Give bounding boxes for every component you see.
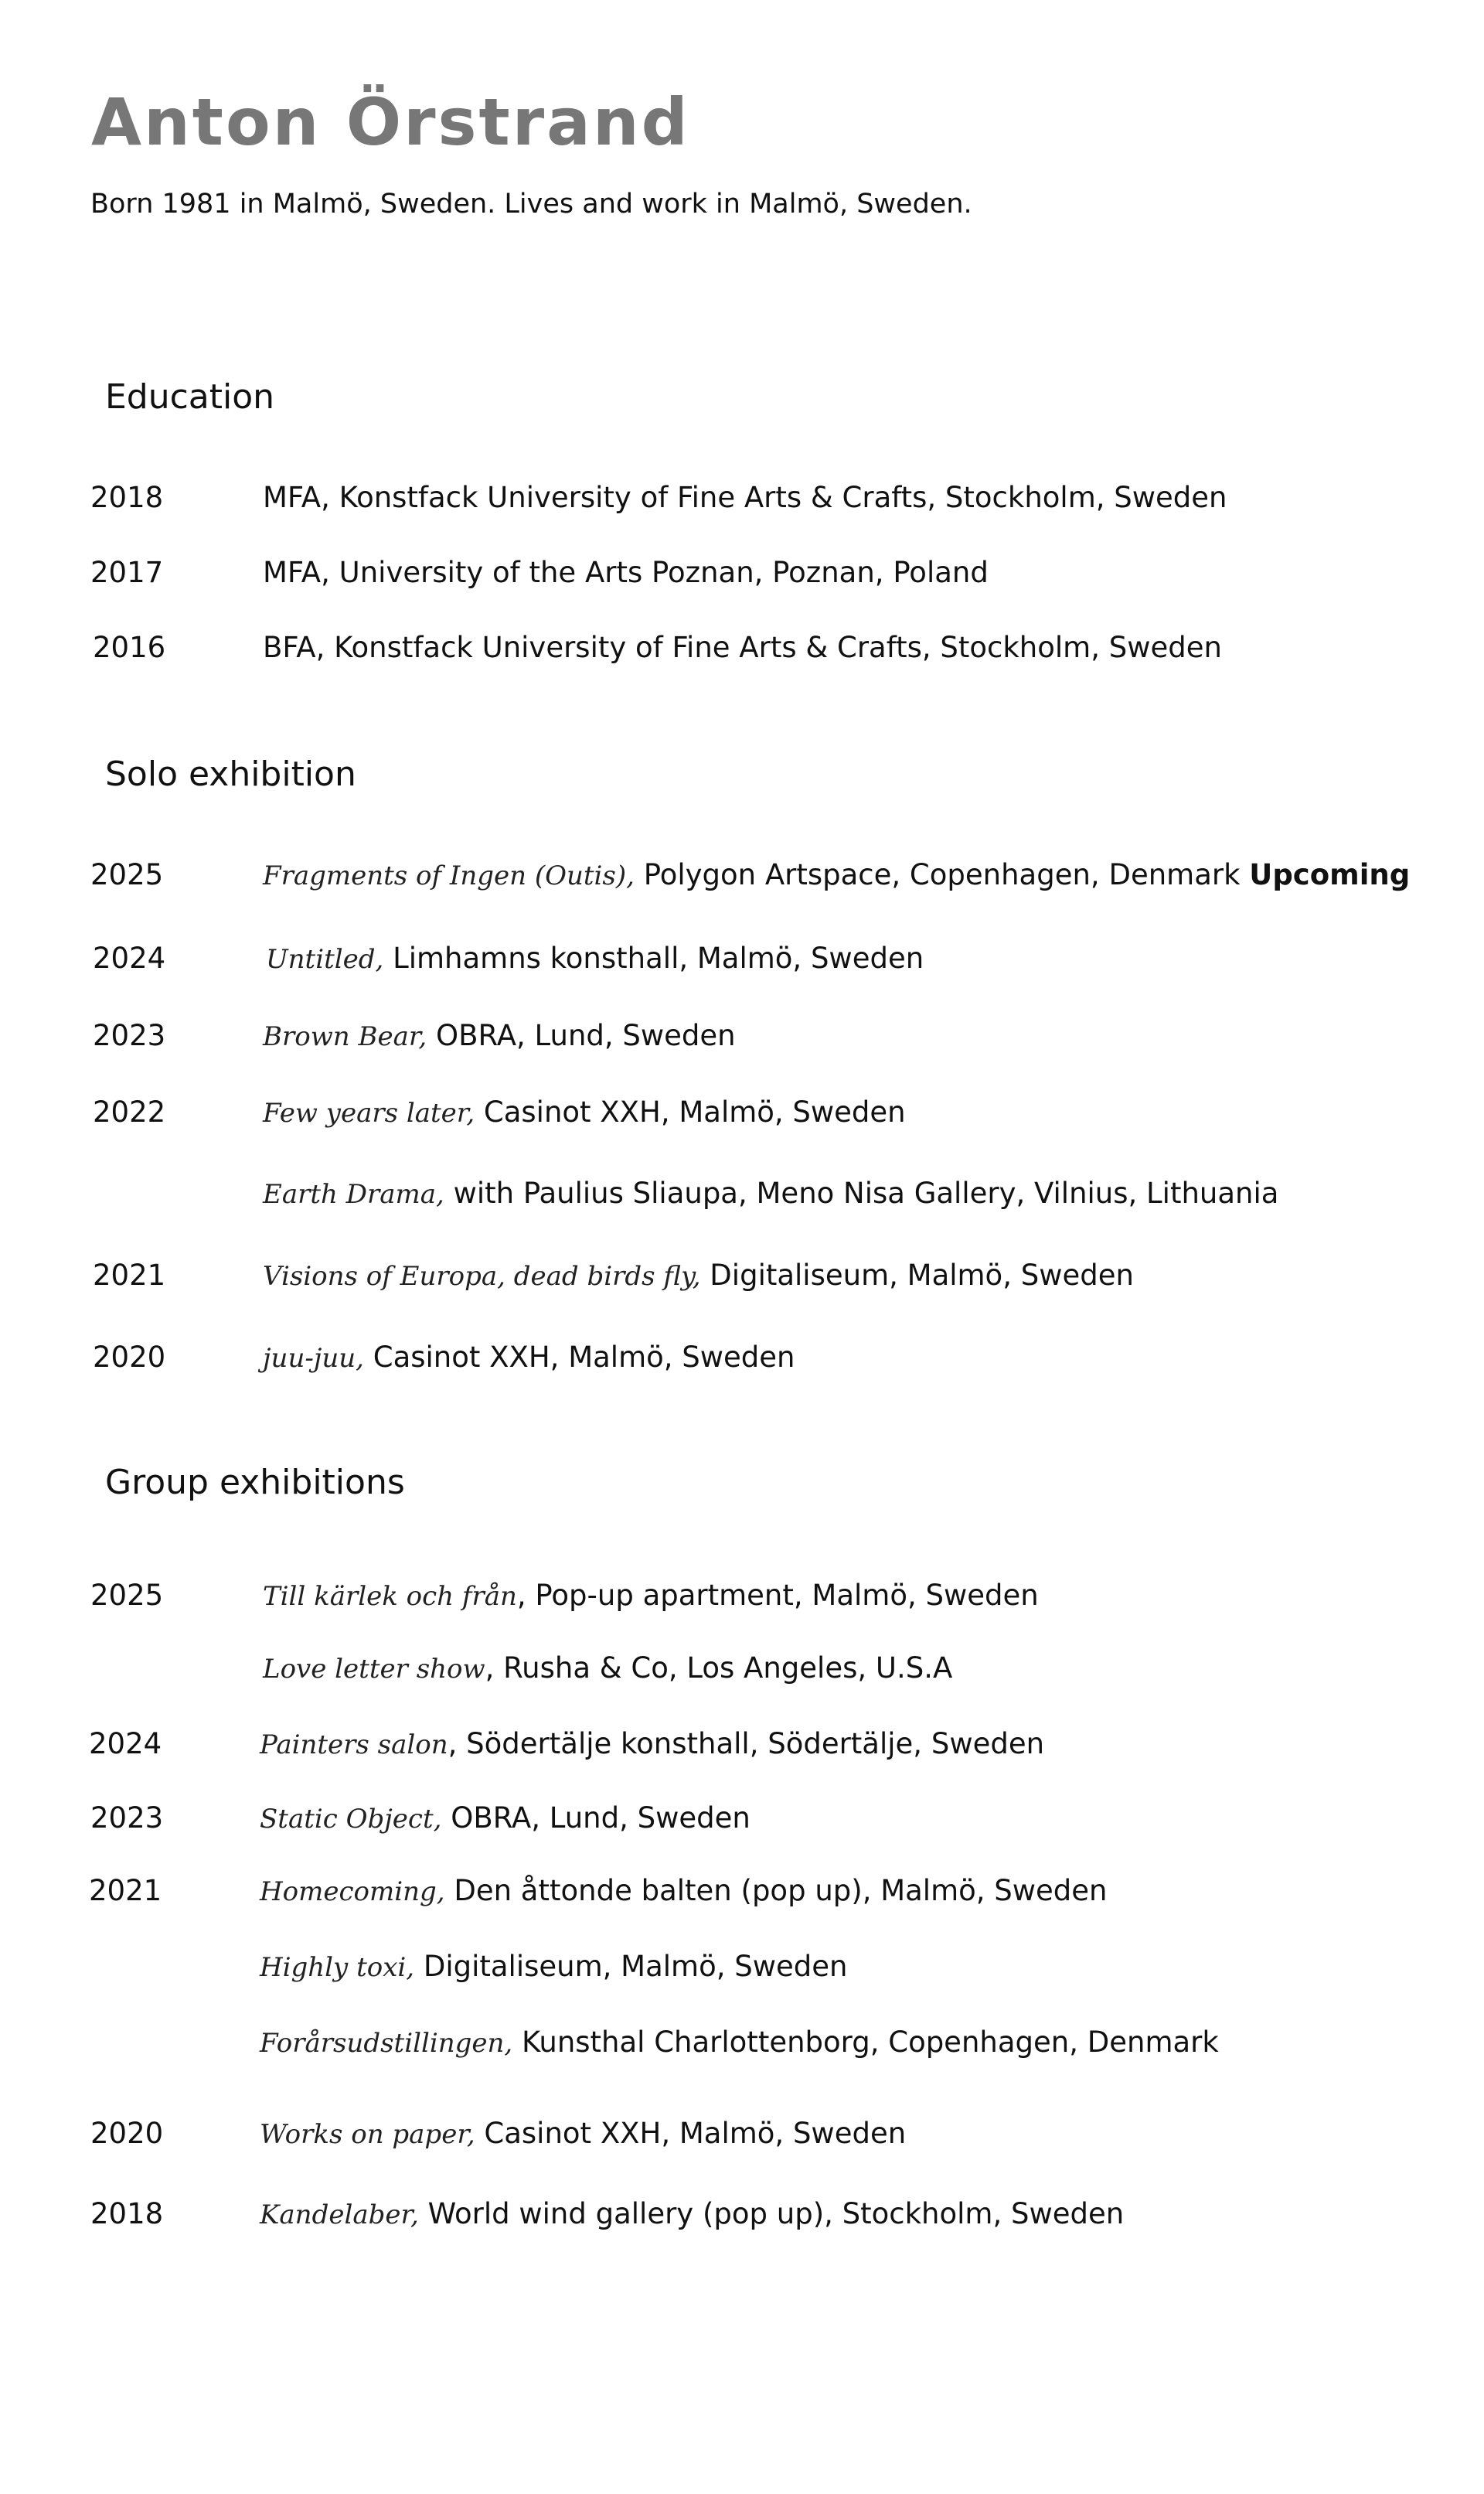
solo-entry: [263, 1095, 906, 1129]
group-entry: [260, 2026, 1219, 2060]
exhibition-title: Earth Drama,: [263, 1179, 444, 1210]
artist-bio: Born 1981 in Malmö, Sweden. Lives and work in Malmö, Sweden.: [90, 189, 972, 220]
group-year: 2018: [90, 2197, 164, 2230]
exhibition-details: World wind gallery (pop up), Stockholm, Sweden: [418, 2197, 1125, 2230]
education-year: 2017: [90, 556, 164, 589]
solo-year: 2024: [93, 942, 166, 975]
exhibition-details: , Pop-up apartment, Malmö, Sweden: [516, 1579, 1039, 1612]
artist-name: Anton Örstrand: [91, 84, 690, 160]
solo-year: 2020: [93, 1341, 166, 1374]
solo-entry: [263, 858, 1410, 892]
group-year: 2024: [89, 1727, 162, 1760]
solo-entry: [263, 1019, 736, 1053]
exhibition-title: juu-juu,: [263, 1343, 364, 1374]
group-year: 2023: [90, 1801, 164, 1835]
education-heading: Education: [105, 377, 275, 417]
education-entry: MFA, Konstfack University of Fine Arts & Crafts, Stockholm, Sweden: [263, 481, 1227, 514]
exhibition-title: Works on paper,: [260, 2119, 475, 2150]
education-entry: MFA, University of the Arts Poznan, Poznan, Poland: [263, 556, 989, 589]
exhibition-details: Casinot XXH, Malmö, Sweden: [475, 2117, 907, 2150]
solo-year: 2022: [93, 1095, 166, 1129]
exhibition-details: , Rusha & Co, Los Angeles, U.S.A: [485, 1651, 953, 1685]
exhibition-title: Painters salon: [260, 1729, 448, 1760]
solo-year: 2025: [90, 858, 164, 891]
exhibition-title: Forårsudstillingen,: [260, 2028, 513, 2059]
solo-year: 2023: [93, 1019, 166, 1052]
group-year: 2020: [90, 2117, 164, 2150]
exhibition-title: Kandelaber,: [260, 2199, 419, 2230]
group-year: 2025: [90, 1579, 164, 1612]
solo-entry: [263, 1177, 1278, 1211]
exhibition-details: OBRA, Lund, Sweden: [441, 1801, 751, 1835]
exhibition-details: Polygon Artspace, Copenhagen, Denmark: [634, 858, 1250, 891]
group-entry: [260, 2117, 906, 2151]
education-year: 2018: [90, 481, 164, 514]
solo-entry: [263, 1259, 1134, 1293]
solo-entry: [266, 942, 924, 976]
group-entry: [260, 1727, 1044, 1761]
group-entry: [263, 1579, 1039, 1613]
group-entry: [260, 1950, 847, 1984]
exhibition-title: Brown Bear,: [263, 1021, 427, 1052]
education-entry: BFA, Konstfack University of Fine Arts & Crafts, Stockholm, Sweden: [263, 631, 1222, 664]
exhibition-details: with Paulius Sliaupa, Meno Nisa Gallery, Vilnius, Lithuania: [444, 1177, 1279, 1210]
exhibition-details: Casinot XXH, Malmö, Sweden: [475, 1095, 906, 1129]
exhibition-title: Static Object,: [260, 1804, 442, 1835]
exhibition-title: Till kärlek och från: [263, 1581, 517, 1612]
exhibition-title: Homecoming,: [260, 1876, 445, 1907]
education-year: 2016: [93, 631, 166, 664]
exhibition-details: , Södertälje konsthall, Södertälje, Sweden: [448, 1727, 1045, 1760]
exhibition-title: Highly toxi,: [260, 1952, 415, 1983]
exhibition-details: Digitaliseum, Malmö, Sweden: [700, 1259, 1134, 1292]
solo-year: 2021: [93, 1259, 166, 1292]
group-entry: [260, 2197, 1124, 2231]
group-entry: [260, 1801, 751, 1835]
exhibition-title: Few years later,: [263, 1098, 475, 1129]
exhibition-title: Untitled,: [266, 944, 384, 975]
group-entry: [260, 1874, 1108, 1908]
group-year: 2021: [89, 1874, 162, 1907]
group-entry: [263, 1651, 952, 1685]
exhibition-details: OBRA, Lund, Sweden: [427, 1019, 736, 1052]
exhibition-title: Visions of Europa, dead birds fly,: [263, 1261, 701, 1292]
solo-exhibition-heading: Solo exhibition: [105, 755, 356, 794]
exhibition-details: Kunsthal Charlottenborg, Copenhagen, Denmark: [512, 2026, 1219, 2059]
exhibition-details: Den åttonde balten (pop up), Malmö, Sweden: [444, 1874, 1108, 1907]
exhibition-details: Digitaliseum, Malmö, Sweden: [414, 1950, 848, 1983]
exhibition-details: Limhamns konsthall, Malmö, Sweden: [383, 942, 924, 975]
group-exhibitions-heading: Group exhibitions: [105, 1463, 405, 1502]
exhibition-title: Fragments of Ingen (Outis),: [263, 860, 635, 891]
exhibition-title: Love letter show: [263, 1654, 485, 1685]
upcoming-badge: Upcoming: [1249, 858, 1411, 891]
solo-entry: [263, 1341, 795, 1375]
exhibition-details: Casinot XXH, Malmö, Sweden: [363, 1341, 795, 1374]
